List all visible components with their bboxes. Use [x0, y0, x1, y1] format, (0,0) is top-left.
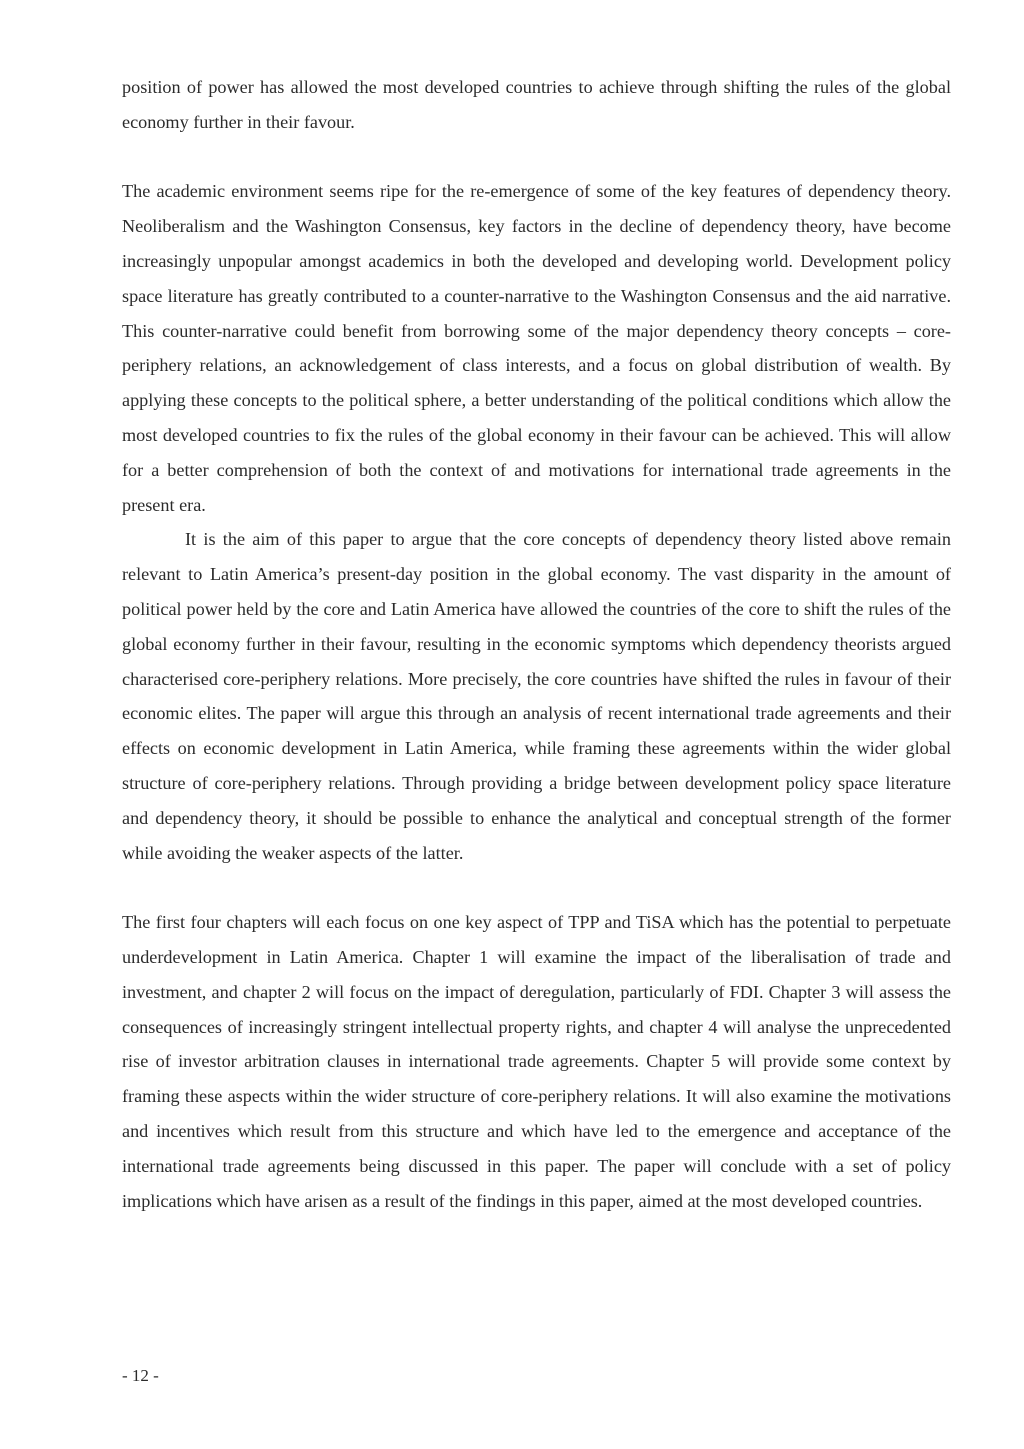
- paragraph-chapter-outline: The first four chapters will each focus on one key aspect of TPP and TiSA which has the potential to perpetuate underdevelopment in Latin America. Chapter 1 will examine the impact of the liberalisation of trade and investment, and chapter 2 will focus on the impact of deregulation, particularly of FDI. Chapter 3 will assess the consequences of increasingly stringent intellectual property rights, and chapter 4 will analyse the unprecedented rise of investor arbitration clauses in international trade agreements. Chapter 5 will provide some context by framing these aspects within the wider structure of core-periphery relations. It will also examine the motivations and incentives which result from this structure and which have led to the emergence and acceptance of the international trade agreements being discussed in this paper. The paper will conclude with a set of policy implications which have arisen as a result of the findings in this paper, aimed at the most developed countries.: [122, 912, 951, 1211]
- paragraph-academic-environment: The academic environment seems ripe for the re-emergence of some of the key features of dependency theory. Neoliberalism and the Washington Consensus, key factors in the decline of dependency theory, have become increasingly unpopular amongst academics in both the developed and developing world. Development policy space literature has greatly contributed to a counter-narrative to the Washington Consensus and the aid narrative. This counter-narrative could benefit from borrowing some of the major dependency theory concepts – core-periphery relations, an acknowledgement of class interests, and a focus on global distribution of wealth. By applying these concepts to the political sphere, a better understanding of the political conditions which allow the most developed countries to fix the rules of the global economy in their favour can be achieved. This will allow for a better comprehension of both the context of and motivations for international trade agreements in the present era.: [122, 181, 951, 515]
- paragraph-paper-aim: It is the aim of this paper to argue that the core concepts of dependency theory listed above remain relevant to Latin America’s present-day position in the global economy. The vast disparity in the amount of political power held by the core and Latin America have allowed the countries of the core to shift the rules of the global economy further in their favour, resulting in the economic symptoms which dependency theorists argued characterised core-periphery relations. More precisely, the core countries have shifted the rules in favour of their economic elites. The paper will argue this through an analysis of recent international trade agreements and their effects on economic development in Latin America, while framing these agreements within the wider global structure of core-periphery relations. Through providing a bridge between development policy space literature and dependency theory, it should be possible to enhance the analytical and conceptual strength of the former while avoiding the weaker aspects of the latter.: [122, 529, 951, 863]
- paragraph-continuation: position of power has allowed the most developed countries to achieve through shifting the rules of the global economy further in their favour.: [122, 77, 951, 132]
- paragraph-gap: [122, 140, 951, 175]
- page-body: [122, 70, 951, 1218]
- paragraph-gap: [122, 870, 951, 905]
- page-number: - 12 -: [122, 1366, 159, 1385]
